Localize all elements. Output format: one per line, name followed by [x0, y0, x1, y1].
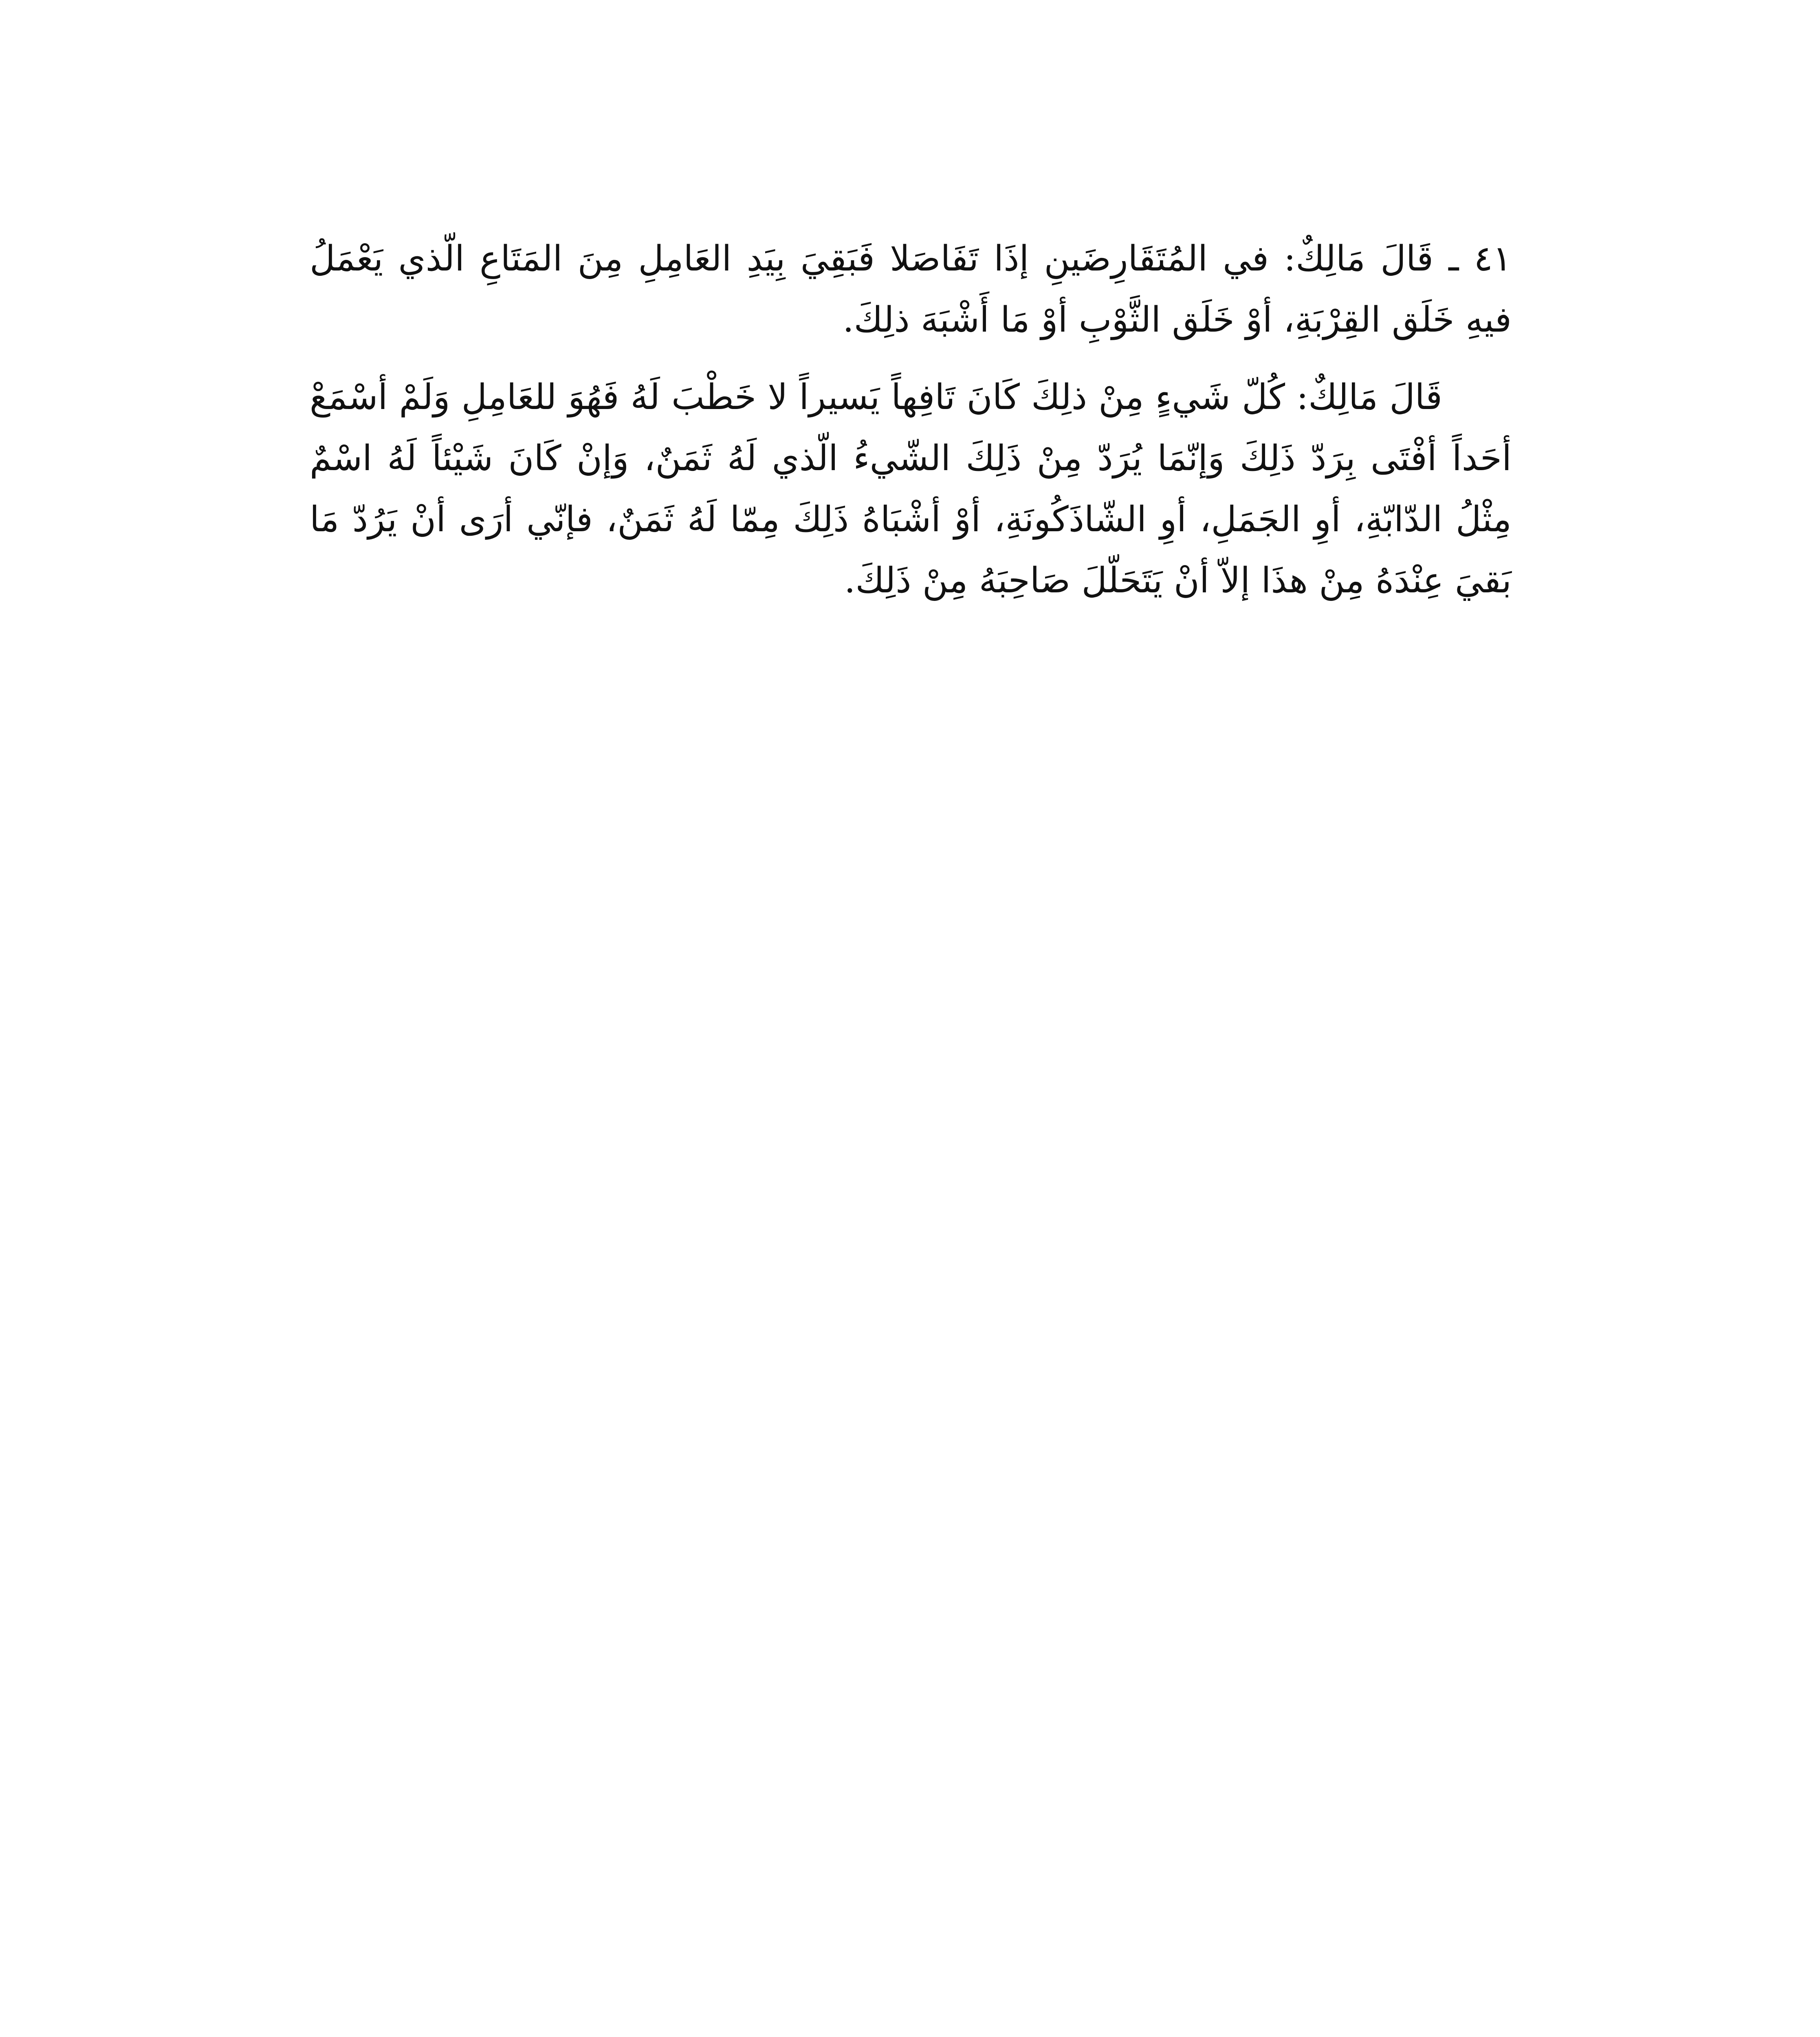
body-text [310, 228, 1512, 611]
paragraph-malik-ruling: قَالَ مَالِكٌ: كُلّ شَيءٍ مِنْ ذلِكَ كَانَ تَافِهاً يَسيراً لا خَطْبَ لَهُ فَهُوَ للعَامِلِ وَلَمْ أسْمَعْ أحَداً أفْتَى بِرَدّ ذَلِكَ وَإنّمَا يُرَدّ مِنْ ذَلِكَ الشّيءُ الّذي لَهُ ثَمَنٌ، وَإنْ كَانَ شَيْئاً لَهُ اسْمٌ مِثْلُ الدّابّةِ، أوِ الجَمَلِ، أوِ الشّاذَكُونَةِ، أوْ أشْبَاهُ ذَلِكَ مِمّا لَهُ ثَمَنٌ، فإنّي أرَى أنْ يَرُدّ مَا بَقيَ عِنْدَهُ مِنْ هذَا إلاّ أنْ يَتَحَلّلَ صَاحِبَهُ مِنْ ذَلِكَ. [310, 377, 1512, 601]
paragraph-41: ٤١ ـ قَالَ مَالِكٌ: في المُتَقَارِضَينِ إذَا تَفَاصَلا فَبَقِيَ بِيَدِ العَامِلِ مِنَ المَتَاعِ الّذي يَعْمَلُ فيهِ خَلَق القِرْبَةِ، أوْ خَلَق الثَّوْبِ أوْ مَا أَشْبَهَ ذلِكَ. [310, 238, 1512, 340]
